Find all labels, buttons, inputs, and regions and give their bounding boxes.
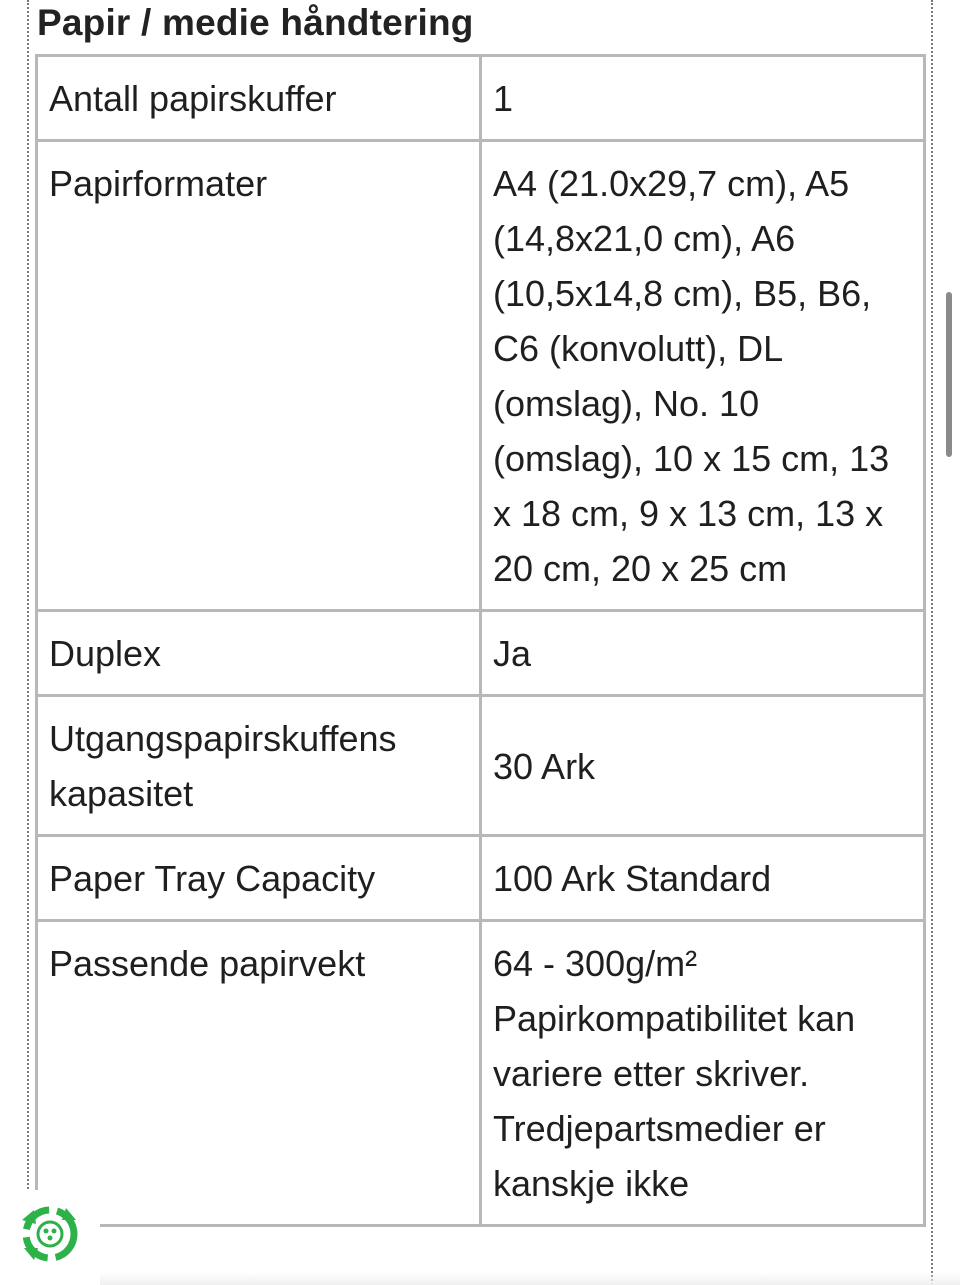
bottom-fade (0, 1272, 960, 1285)
table-row (37, 836, 925, 921)
table-row (37, 696, 925, 836)
table-row (37, 141, 925, 611)
row-label: Duplex (37, 611, 481, 696)
row-label: Papirformater (37, 141, 481, 611)
row-value: 64 - 300g/m² Papirkompatibilitet kan variere etter skriver. Tredjepartsmedier er kanskje ikke (481, 921, 925, 1226)
scrollbar-thumb[interactable] (946, 292, 952, 457)
table-row (37, 611, 925, 696)
page-right-border (931, 0, 933, 1285)
table-row (37, 921, 925, 1226)
row-label: Paper Tray Capacity (37, 836, 481, 921)
floating-widget[interactable] (0, 1190, 100, 1285)
row-value: 30 Ark (481, 696, 925, 836)
row-label: Antall papirskuffer (37, 56, 481, 141)
specs-table-container (35, 54, 926, 1227)
specs-table (35, 54, 926, 1227)
row-label: Utgangspapirskuffens kapasitet (37, 696, 481, 836)
row-value: Ja (481, 611, 925, 696)
table-row (37, 56, 925, 141)
row-value: 1 (481, 56, 925, 141)
row-value: 100 Ark Standard (481, 836, 925, 921)
section-title: Papir / medie håndtering (37, 2, 474, 43)
row-value: A4 (21.0x29,7 cm), A5 (14,8x21,0 cm), A6 (10,5x14,8 cm), B5, B6, C6 (konvolutt), DL (omslag), No. 10 (omslag), 10 x 15 cm, 13 x 18 cm, 9 x 13 cm, 13 x 20 cm, 20 x 25 cm (481, 141, 925, 611)
page-left-border (27, 0, 29, 1285)
recycle-icon[interactable] (14, 1198, 86, 1270)
row-label: Passende papirvekt (37, 921, 481, 1226)
